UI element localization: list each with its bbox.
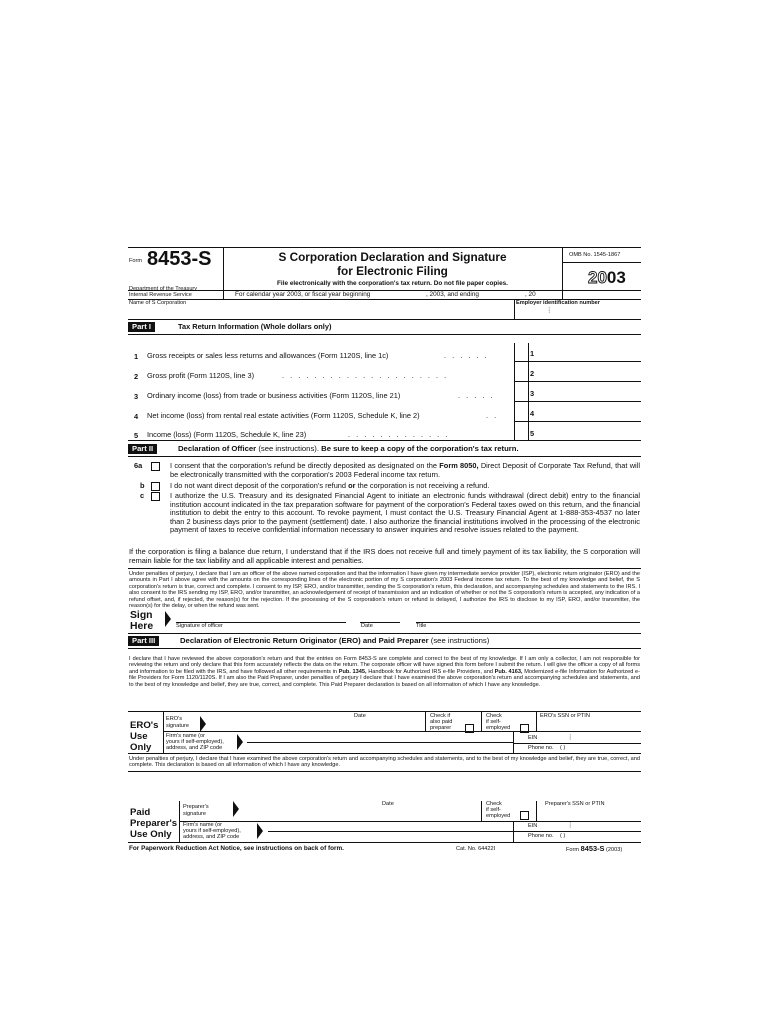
perjury-top-rule (128, 568, 641, 569)
ero-ein-separator: ⋮ (567, 734, 574, 741)
part3-top-rule (128, 633, 641, 634)
ero-phone-parens: ( ) (560, 745, 566, 751)
footer-form-ref (566, 846, 622, 853)
preparer-date-field[interactable] (382, 809, 478, 818)
line-box-number: 4 (530, 409, 535, 418)
ero-check-self-3: employed (486, 725, 511, 731)
preparer-sig-label-2: signature (183, 811, 207, 817)
line-box-number: 2 (530, 369, 535, 378)
sign-here-line2: Here (130, 621, 154, 632)
ero-ein-divider (513, 731, 514, 753)
name-label: Name of S Corporation (129, 300, 187, 306)
tax-year-outline: 20 (588, 268, 607, 287)
omb-number: OMB No. 1545-1867 (569, 252, 621, 258)
preparer-ein-field[interactable] (545, 822, 639, 830)
ero-use-only-line2: Use (130, 731, 148, 742)
leader-dots: . . . . . . . . . . . . . . . . . . . . . (282, 371, 449, 380)
option-6a-text (170, 462, 640, 479)
ero-date-field[interactable] (354, 721, 424, 730)
ero-side-divider (163, 711, 164, 753)
option-6a-text-2: Direct Deposit of Corporate Tax Refund, that will be electronically transmitted with the corporation's 2003 Federal income tax return. (170, 461, 640, 479)
line4-amount-field[interactable] (540, 409, 640, 421)
option-b-or: or (348, 481, 356, 490)
part2-title-suffix: (see instructions). (258, 444, 319, 453)
ero-ssn-field[interactable] (540, 721, 640, 730)
omb-rule (562, 262, 641, 263)
line2-amount-field[interactable] (540, 369, 640, 381)
line3-amount-field[interactable] (540, 389, 640, 401)
ero-check-self-2: if self- (486, 719, 501, 725)
form-word: Form (129, 258, 143, 264)
dept-line1: Department of the Treasury (129, 286, 198, 292)
amount-rule (514, 381, 641, 382)
part3-tag: Part III (128, 636, 159, 646)
ero-firm-2: yours if self-employed), (166, 739, 224, 745)
ero-self-divider (481, 711, 482, 731)
footer-form-number: 8453-S (580, 844, 605, 853)
preparer-check-self-1: Check (486, 801, 502, 807)
form-subtitle: File electronically with the corporation's tax return. Do not file paper copies. (277, 280, 508, 287)
line1-amount-field[interactable] (540, 349, 640, 361)
option-b-checkbox[interactable] (151, 482, 160, 491)
part3-title-main: Declaration of Electronic Return Originator (ERO) and Paid Preparer (180, 636, 429, 645)
preparer-firm-1: Firm's name (or (183, 822, 222, 828)
amount-rule (514, 421, 641, 422)
preparer-ein-label: EIN (528, 823, 538, 829)
ero-decl-2: Handbook for Authorized IRS e-file Providers, and (368, 668, 493, 675)
ero-sig-label-1: ERO's (166, 716, 182, 722)
line-box-number: 1 (530, 349, 535, 358)
sign-here-line1: Sign (130, 610, 153, 621)
part2-tag: Part II (128, 444, 157, 454)
line-number: 4 (134, 412, 139, 421)
part3-title-rule (128, 648, 641, 649)
preparer-ssn-divider (536, 801, 537, 821)
dept-line2: Internal Revenue Service (129, 292, 192, 298)
ero-decl-1: I declare that I have reviewed the above corporation's return and that the entries on Form 8453-S are complete and correct to the best of my knowledge. If I am only a collector, I am not responsible for reviewing the return and only declare that this form accurately reflects the data on the return. The corporate officer will have signed this form before I submit the return. I will give the officer a copy of all forms and information to be filed with the IRS, and have followed all other requirements in (129, 656, 640, 675)
ero-top-rule (128, 711, 641, 712)
preparer-firm-3: address, and ZIP code (183, 834, 240, 840)
leader-dots: . . . . . . . . . . . . . (348, 430, 450, 439)
line-number: 1 (134, 352, 139, 361)
ero-check-paid-2: also paid (430, 719, 453, 725)
part2-title-rule (128, 456, 641, 457)
part2-title-tail: Be sure to keep a copy of the corporation's tax return. (321, 444, 519, 453)
ero-date-label: Date (354, 713, 366, 719)
ein-field[interactable] (516, 309, 640, 319)
catalog-number: Cat. No. 64422I (456, 846, 496, 852)
ein-divider (514, 299, 515, 319)
calendar-end-text: , 20 (525, 291, 536, 298)
preparer-phone-field[interactable] (560, 832, 639, 840)
ero-firm-arrow-icon (237, 734, 243, 750)
calendar-year-text: For calendar year 2003, or fiscal year beginning (235, 291, 371, 298)
amount-rule (514, 401, 641, 402)
paid-preparer-line2: Preparer's (130, 818, 178, 829)
ero-decl-3: Modernized e-file Information for Authorized e-file Providers for Form 1120/1120S. If I am also the Paid Preparer, under penalties of perjury I declare that I have examined the above corporation's return and accompanying schedules and statements, and to the best of my knowledge and belief, they are true, correct, and complete. This Paid Preparer declaration is based on all information of which I have any knowledge. (129, 668, 641, 688)
ero-ein-field[interactable] (545, 734, 639, 742)
part1-title-rule (128, 334, 641, 335)
ero-decl-pub1: Pub. 1345, (338, 668, 367, 675)
ein-separator: ⋮ (546, 307, 553, 314)
part1-box-left-line (514, 343, 515, 440)
leader-dots: . . (486, 411, 499, 420)
option-b-label: b (140, 481, 145, 490)
part1-tag: Part I (128, 322, 155, 332)
preparer-check-self-2: if self- (486, 807, 501, 813)
signature-label: Signature of officer (176, 623, 223, 629)
part1-box-right-line (528, 343, 529, 440)
option-6a-form-ref: Form 8050, (439, 461, 479, 470)
option-c-label: c (140, 491, 145, 500)
corporation-name-field[interactable] (129, 309, 509, 319)
part3-title-suffix: (see instructions) (430, 636, 490, 645)
ero-phone-field[interactable] (560, 744, 639, 752)
form-title-line2: for Electronic Filing (337, 264, 448, 278)
preparer-firm-2: yours if self-employed), (183, 828, 241, 834)
option-c-text: I authorize the U.S. Treasury and its designated Financial Agent to initiate an electronic funds withdrawal (direct debit) entry to the financial institution account indicated in the tax preparation software for payment of the corporation's Federal taxes owed on this return, and the financial institution to debit the entry to this account. To revoke payment, I must contact the U.S. Treasury Financial Agent at 1-888-353-4537 no later than 2 business days prior to the payment (settlement) date. I also authorize the financial institutions involved in the processing of the electronic payment of taxes to receive confidential information necessary to answer inquiries and resolve issues related to the payment. (170, 491, 640, 535)
calendar-mid-text: , 2003, and ending (426, 291, 479, 298)
form-number: 8453-S (147, 248, 212, 270)
leader-dots: . . . . . . (444, 351, 489, 360)
preparer-check-self-3: employed (486, 813, 511, 819)
ero-signature-field[interactable] (210, 720, 350, 730)
part1-top-rule (128, 319, 641, 320)
preparer-self-employed-checkbox[interactable] (520, 811, 529, 820)
preparer-firm-line (268, 831, 513, 832)
header-right-divider (562, 247, 563, 300)
line-text: Income (loss) (Form 1120S, Schedule K, line 23) (147, 430, 307, 439)
preparer-phone-label: Phone no. (528, 833, 554, 839)
preparer-ssn-field[interactable] (540, 809, 640, 818)
form-title-line1: S Corporation Declaration and Signature (278, 250, 507, 264)
preparer-declaration: Under penalties of perjury, I declare that I have examined the above corporation's return and accompanying schedules and statements, and to the best of my knowledge and belief, they are true, correct, and complete. This declaration is based on all information of which I have any knowledge. (129, 756, 640, 769)
ero-firm-3: address, and ZIP code (166, 745, 223, 751)
title-label: Title (416, 623, 427, 629)
line-box-number: 3 (530, 389, 535, 398)
line-number: 3 (134, 392, 139, 401)
ero-firm-1: Firm's name (or (166, 733, 205, 739)
line5-amount-field[interactable] (540, 429, 640, 440)
ero-check-paid-1: Check if (430, 713, 451, 719)
tax-year-bold: 03 (606, 268, 626, 287)
line-text: Net income (loss) from rental real estate activities (Form 1120S, Schedule K, line 2) (147, 411, 420, 420)
footer-form-year: (2003) (606, 847, 623, 853)
ero-bottom-rule (128, 753, 641, 754)
preparer-ssn-label: Preparer's SSN or PTIN (545, 801, 605, 807)
calendar-top-rule (128, 290, 641, 291)
officer-date-field[interactable] (360, 612, 400, 622)
ero-decl-pub2: Pub. 4163, (494, 668, 523, 675)
footer-form-word: Form (566, 847, 580, 853)
leader-dots: . . . . . (458, 391, 495, 400)
ero-sig-arrow-icon (200, 716, 206, 732)
preparer-date-label: Date (382, 801, 394, 807)
option-b-text (170, 482, 489, 491)
option-6a-text-1: I consent that the corporation's refund be directly deposited as designated on the (170, 461, 438, 470)
option-b-text-2: the corporation is not receiving a refund. (357, 481, 490, 490)
paid-preparer-line1: Paid (130, 807, 151, 818)
sign-here-arrow-icon (165, 611, 171, 627)
ein-label: Employer identification number (516, 300, 600, 306)
ero-check-self-1: Check (486, 713, 502, 719)
title-rule (416, 622, 640, 623)
option-6a-checkbox[interactable] (151, 462, 160, 471)
line-number: 5 (134, 431, 139, 440)
line-text: Gross receipts or sales less returns and allowances (Form 1120S, line 1c) (147, 351, 389, 360)
ero-use-only-line1: ERO's (130, 720, 159, 731)
ero-ein-label: EIN (528, 735, 538, 741)
part2-top-rule (128, 440, 641, 441)
officer-perjury-statement: Under penalties of perjury, I declare that I am an officer of the above named corporation and that the information I have given my intermediate service provider (ISP), electronic return originator (ERO) and the amounts in Part I above agree with the amounts on the corresponding lines of the electronic portion of my S corporation's 2003 Federal income tax return. To the best of my knowledge and belief, the S corporation's return is true, correct and complete. I consent to my ISP, ERO, and/or transmitter, sending the S corporation's return, this declaration, and accompanying schedules and statements to the IRS. I also consent to the IRS sending my ISP, ERO, and/or transmitter, an acknowledgement of receipt of transmission and an indication of whether or not the S corporation's return is accepted, any indication of a refund offset, and, if rejected, the reason(s) for the rejection. If the processing of the S corporation's return or refund is delayed, I authorize the IRS to disclose to my ISP, ERO, and/or transmitter, the reason(s) for the delay, or when the refund was sent. (129, 571, 640, 610)
date-label: Date (361, 623, 373, 629)
part2-title (178, 445, 519, 454)
ero-check-paid-3: preparer (430, 725, 452, 731)
officer-title-field[interactable] (416, 612, 636, 622)
ero-firm-rule (163, 731, 641, 732)
officer-signature-field[interactable] (176, 612, 346, 622)
ero-ssn-divider (536, 711, 537, 731)
preparer-sig-arrow-icon (233, 801, 239, 817)
preparer-bottom-rule (128, 842, 641, 843)
option-6a-label: 6a (134, 461, 143, 470)
part1-title: Tax Return Information (Whole dollars only) (178, 322, 332, 331)
balance-due-text: If the corporation is filing a balance due return, I understand that if the IRS does not receive full and timely payment of its tax liability, the S corporation will remain liable for the tax liability and all applicable interest and penalties. (129, 547, 640, 565)
part2-title-main: Declaration of Officer (178, 444, 257, 453)
paid-preparer-line3: Use Only (130, 829, 172, 840)
paperwork-notice: For Paperwork Reduction Act Notice, see instructions on back of form. (129, 845, 344, 852)
line-text: Gross profit (Form 1120S, line 3) (147, 371, 255, 380)
tax-year (588, 268, 626, 288)
ero-firm-line (247, 742, 513, 743)
ero-declaration (129, 656, 640, 688)
ero-use-only-line3: Only (130, 742, 152, 753)
ero-sig-label-2: signature (166, 723, 190, 729)
preparer-firm-arrow-icon (257, 823, 263, 839)
line-box-number: 5 (530, 429, 535, 438)
option-c-checkbox[interactable] (151, 492, 160, 501)
ero-ssn-label: ERO's SSN or PTIN (540, 713, 590, 719)
preparer-self-divider (481, 801, 482, 821)
preparer-signature-field[interactable] (243, 807, 373, 817)
preparer-phone-parens: ( ) (560, 833, 566, 839)
preparer-sig-label-1: Preparer's (183, 804, 209, 810)
amount-rule (514, 361, 641, 362)
ero-check-divider (425, 711, 426, 731)
option-b-text-1: I do not want direct deposit of the corporation's refund (170, 481, 347, 490)
line-number: 2 (134, 372, 139, 381)
part3-title (180, 637, 489, 646)
preparer-top-rule (128, 771, 641, 772)
ero-phone-label: Phone no. (528, 745, 554, 751)
line-text: Ordinary income (loss) from trade or business activities (Form 1120S, line 21) (147, 391, 401, 400)
preparer-ein-separator: ⋮ (567, 822, 574, 829)
